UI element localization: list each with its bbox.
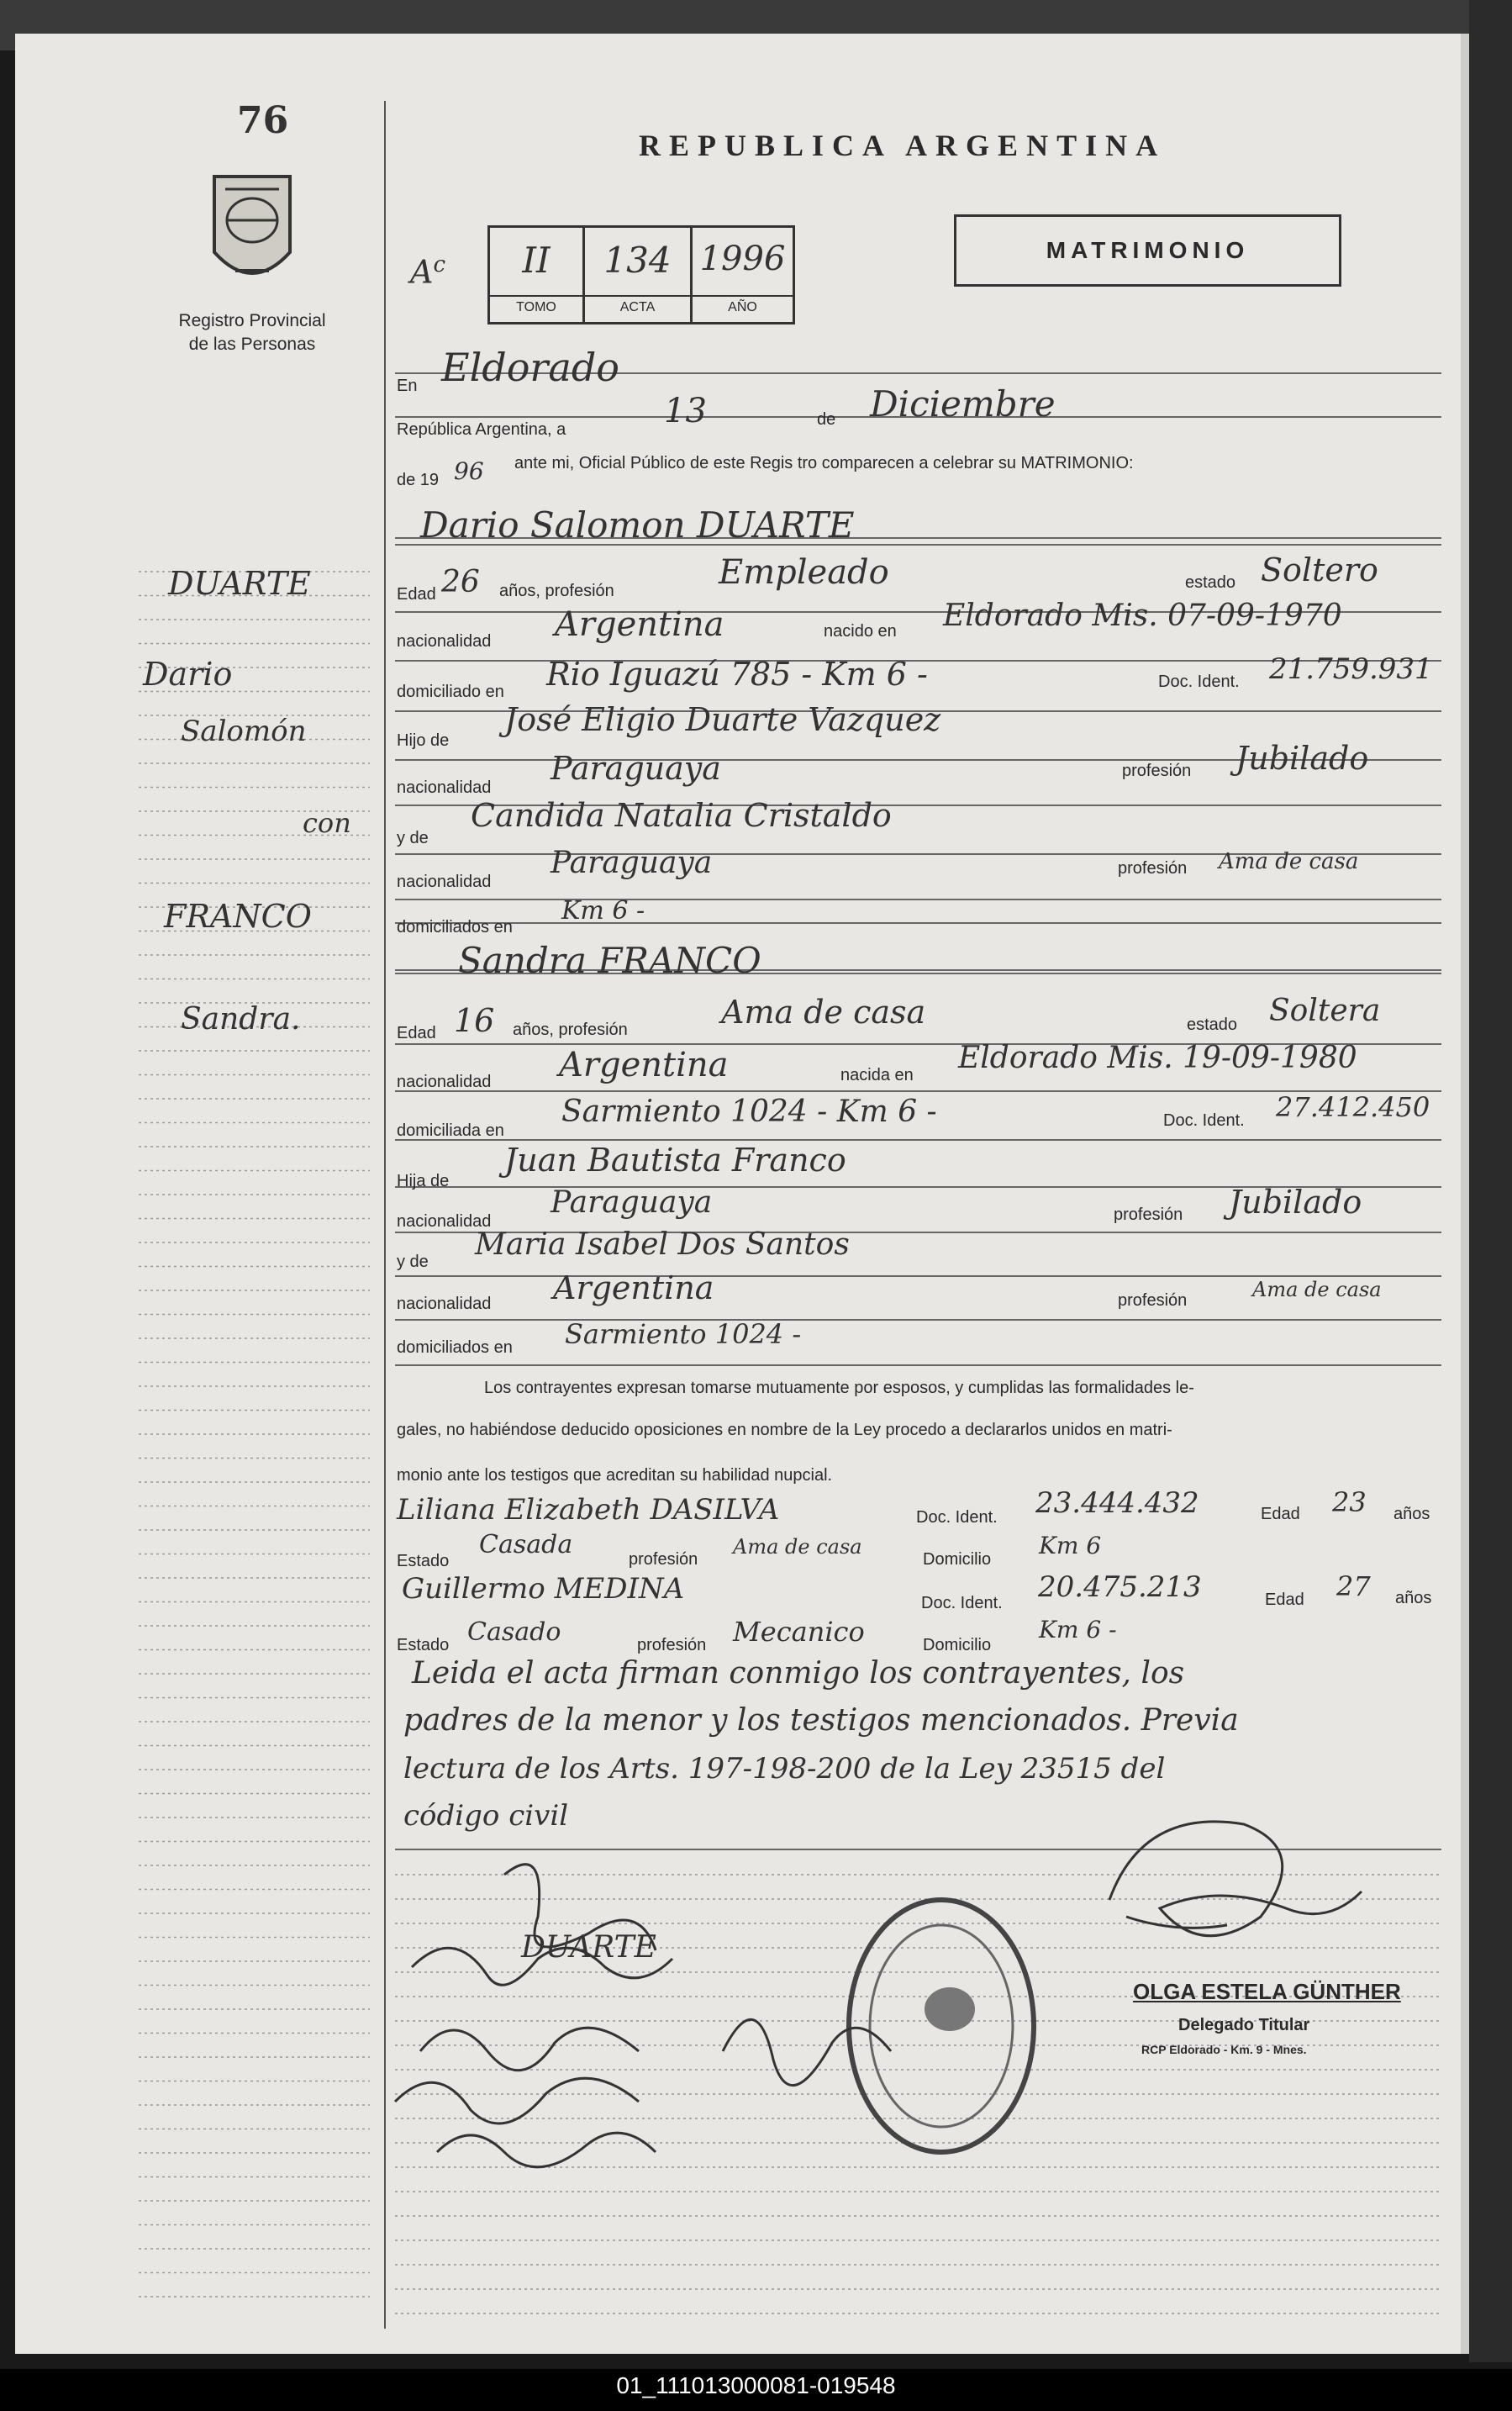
bride-father: Juan Bautista Franco [504, 1142, 846, 1179]
label-estado: estado [1185, 573, 1236, 592]
label-doc-ident: Doc. Ident. [1158, 673, 1240, 691]
witness2-name: Guillermo MEDINA [402, 1572, 685, 1606]
registry-name: Registro Provincial de las Personas [178, 311, 326, 354]
groom-profession: Empleado [719, 553, 889, 592]
book-prefix: $A^c$ [410, 252, 446, 291]
label-de-19: de 19 [397, 471, 440, 489]
label-edad-witness1: Edad [1261, 1505, 1300, 1523]
label-estado-witness2: Estado [397, 1636, 450, 1654]
groom-nationality: Argentina [555, 605, 724, 644]
month-value: Diciembre [870, 383, 1056, 425]
declaration-line-1: Los contrayentes expresan tomarse mutuamente por esposos, y cumplidas las formalidades le- [484, 1379, 1194, 1397]
label-profesion-father: profesión [1122, 762, 1192, 780]
label-nacionalidad-bride: nacionalidad [397, 1073, 492, 1091]
label-nacionalidad: nacionalidad [397, 632, 492, 651]
tomo-value: II [522, 240, 551, 281]
label-estado-witness1: Estado [397, 1552, 450, 1570]
label-ante: ante mi, Oficial Público de este Regis tro comparecen a celebrar su MATRIMONIO: [514, 454, 1134, 472]
groom-mother-nationality: Paraguaya [551, 846, 713, 880]
witness1-profession: Ama de casa [733, 1535, 862, 1559]
groom-parents-address: Km 6 - [561, 896, 645, 926]
label-nacionalidad-father: nacionalidad [397, 778, 492, 797]
groom-age: 26 [441, 565, 480, 599]
margin-connector: con [303, 807, 351, 839]
official-title: Delegado Titular [1178, 2016, 1310, 2034]
record-id-box [487, 225, 795, 324]
bride-profession: Ama de casa [721, 994, 926, 1031]
record-type-box: MATRIMONIO [954, 214, 1341, 287]
witness1-address: Km 6 [1039, 1532, 1102, 1559]
day-value: 13 [664, 392, 707, 430]
groom-mother-profession: Ama de casa [1219, 849, 1359, 874]
bride-mother-profession: Ama de casa [1252, 1278, 1382, 1301]
label-nacida: nacida en [840, 1066, 914, 1084]
witness1-status: Casada [479, 1530, 573, 1559]
label-de: de [817, 410, 836, 429]
label-domicilio-witness1: Domicilio [923, 1550, 992, 1569]
groom-full-name: Dario Salomon DUARTE [420, 504, 855, 546]
groom-civil-status: Soltero [1261, 551, 1378, 588]
signature-duarte: DUARTE [521, 1930, 656, 1965]
witness1-name: Liliana Elizabeth DASILVA [397, 1493, 780, 1527]
label-hijo: Hijo de [397, 731, 450, 750]
bride-parents-address: Sarmiento 1024 - [565, 1318, 802, 1350]
closing-line-1: Leida el acta firman conmigo los contrayentes, los [412, 1656, 1185, 1691]
label-domiciliado: domiciliado en [397, 683, 504, 701]
label-profesion-mother: profesión [1118, 859, 1188, 878]
label-anos-profesion: años, profesión [499, 582, 614, 600]
label-anos-witness1: años [1393, 1505, 1430, 1523]
label-domicilio-witness2: Domicilio [923, 1636, 992, 1654]
label-y-de: y de [397, 829, 429, 847]
label-nacionalidad-bride-father: nacionalidad [397, 1212, 492, 1231]
groom-father: José Eligio Duarte Vazquez [504, 701, 941, 738]
acta-label: ACTA [585, 295, 690, 315]
bride-father-nationality: Paraguaya [551, 1185, 713, 1220]
label-edad: Edad [397, 585, 436, 604]
groom-mother: Candida Natalia Cristaldo [471, 797, 892, 834]
label-domiciliados-bride: domiciliados en [397, 1338, 513, 1357]
label-edad-bride: Edad [397, 1024, 436, 1042]
margin-groom-name-2: Salomón [181, 715, 307, 748]
label-domiciliados: domiciliados en [397, 918, 513, 936]
closing-line-4: código civil [403, 1799, 569, 1833]
official-seal-icon [849, 1900, 1034, 2152]
label-doc-ident-bride: Doc. Ident. [1163, 1111, 1245, 1130]
folio-number: 76 [237, 99, 289, 142]
label-y-de-bride: y de [397, 1253, 429, 1271]
groom-father-nationality: Paraguaya [551, 750, 721, 787]
label-anos-profesion-bride: años, profesión [513, 1021, 628, 1039]
bride-mother: Maria Isabel Dos Santos [475, 1227, 850, 1262]
place-value: Eldorado [441, 345, 619, 390]
declaration-line-2: gales, no habiéndose deducido oposiciones en nombre de la Ley procedo a declararlos unidos en matri- [397, 1421, 1172, 1439]
margin-bride-surname: FRANCO [164, 898, 312, 935]
witness1-doc: 23.444.432 [1035, 1486, 1199, 1520]
year-value: 96 [454, 457, 484, 485]
ano-value: 1996 [699, 240, 786, 278]
label-nacionalidad-mother: nacionalidad [397, 873, 492, 891]
witness2-address: Km 6 - [1039, 1616, 1117, 1643]
document-code: 01_111013000081-019548 [616, 2372, 896, 2398]
label-nacido: nacido en [824, 622, 897, 641]
tomo-cell [490, 228, 585, 322]
label-profesion-bride-mother: profesión [1118, 1291, 1188, 1310]
declaration-line-3: monio ante los testigos que acreditan su habilidad nupcial. [397, 1466, 833, 1485]
page-title: REPUBLICA ARGENTINA [639, 129, 1167, 162]
margin-bride-name: Sandra. [181, 1002, 301, 1037]
label-hija: Hija de [397, 1172, 450, 1190]
bride-nationality: Argentina [559, 1046, 729, 1084]
label-republica: República Argentina, a [397, 420, 566, 439]
witness2-age: 27 [1336, 1570, 1371, 1602]
bride-mother-nationality: Argentina [553, 1269, 714, 1306]
label-doc-witness1: Doc. Ident. [916, 1508, 998, 1527]
tomo-label: TOMO [490, 295, 582, 315]
closing-line-2: padres de la menor y los testigos mencionados. Previa [403, 1703, 1239, 1738]
witness2-profession: Mecanico [733, 1616, 865, 1648]
bride-birth: Eldorado Mis. 19-09-1980 [958, 1041, 1357, 1075]
official-name: OLGA ESTELA GÜNTHER [1133, 1979, 1401, 2004]
bride-father-profession: Jubilado [1229, 1184, 1362, 1221]
witness2-doc: 20.475.213 [1038, 1570, 1202, 1604]
label-profesion-witness2: profesión [637, 1636, 707, 1654]
bride-civil-status: Soltera [1269, 994, 1381, 1028]
acta-value: 134 [603, 240, 672, 281]
official-office: RCP Eldorado - Km. 9 - Mnes. [1141, 2043, 1307, 2056]
groom-father-profession: Jubilado [1235, 740, 1369, 777]
margin-groom-surname: DUARTE [168, 565, 311, 602]
bride-full-name: Sandra FRANCO [458, 940, 761, 981]
coat-of-arms-icon [214, 177, 290, 273]
margin-groom-name-1: Dario [143, 656, 233, 693]
ano-cell [693, 228, 793, 322]
label-profesion-bride-father: profesión [1114, 1206, 1183, 1224]
witness2-status: Casado [467, 1617, 561, 1647]
label-anos-witness2: años [1395, 1589, 1432, 1607]
ano-label: AÑO [693, 295, 793, 315]
bride-age: 16 [454, 1002, 495, 1039]
label-estado-bride: estado [1187, 1016, 1238, 1034]
label-en: En [397, 377, 418, 395]
bride-address: Sarmiento 1024 - Km 6 - [561, 1095, 937, 1129]
groom-doc: 21.759.931 [1269, 652, 1433, 686]
closing-line-3: lectura de los Arts. 197-198-200 de la Ley 23515 del [403, 1752, 1166, 1786]
label-edad-witness2: Edad [1265, 1591, 1304, 1609]
groom-address: Rio Iguazú 785 - Km 6 - [546, 656, 928, 693]
bride-doc: 27.412.450 [1276, 1091, 1430, 1123]
groom-birth: Eldorado Mis. 07-09-1970 [943, 599, 1342, 633]
label-domiciliada: domiciliada en [397, 1121, 504, 1140]
label-nacionalidad-bride-mother: nacionalidad [397, 1295, 492, 1313]
label-profesion-witness1: profesión [629, 1550, 698, 1569]
witness1-age: 23 [1332, 1486, 1367, 1518]
label-doc-witness2: Doc. Ident. [921, 1594, 1003, 1612]
acta-cell [585, 228, 693, 322]
